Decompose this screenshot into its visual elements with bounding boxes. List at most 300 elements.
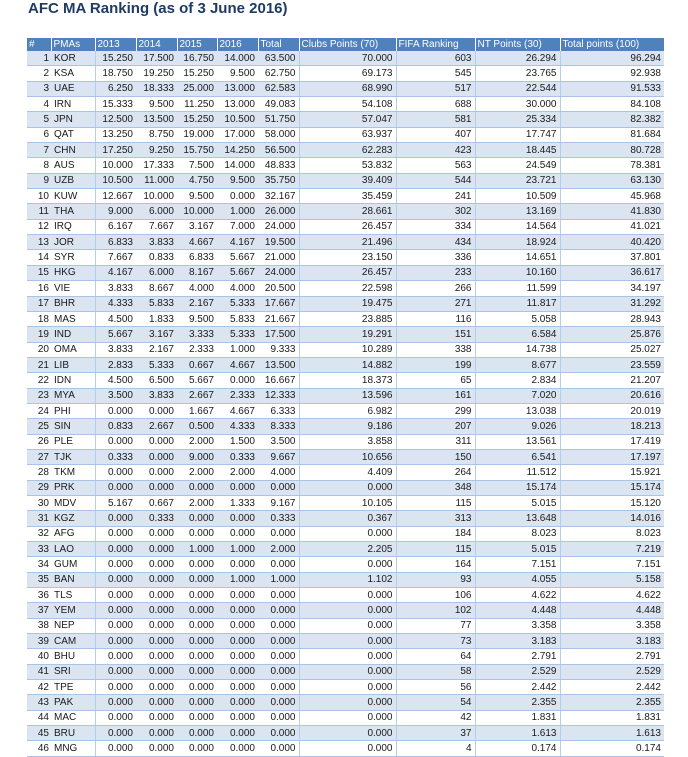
cell-2015: 4.750 [177,173,217,188]
cell-fifa-ranking: 116 [396,311,475,326]
cell-rank: 23 [27,388,51,403]
cell-2015: 0.000 [177,649,217,664]
cell-total-points: 25.876 [560,327,664,342]
cell-pma: UAE [51,81,95,96]
cell-fifa-ranking: 603 [396,51,475,66]
cell-total-points: 7.151 [560,557,664,572]
cell-2016: 0.000 [217,588,258,603]
cell-fifa-ranking: 563 [396,158,475,173]
cell-rank: 28 [27,465,51,480]
cell-nt-points: 5.015 [475,542,560,557]
cell-total: 20.500 [258,281,299,296]
cell-2015: 0.500 [177,419,217,434]
cell-2016: 1.500 [217,434,258,449]
cell-fifa-ranking: 102 [396,603,475,618]
cell-2013: 3.833 [95,281,136,296]
header-col-nt-points: NT Points (30) [475,38,560,51]
cell-rank: 24 [27,403,51,418]
cell-clubs-points: 0.367 [299,511,396,526]
cell-fifa-ranking: 233 [396,265,475,280]
table-row [27,710,664,725]
cell-2015: 7.500 [177,158,217,173]
cell-pma: TPE [51,680,95,695]
cell-total-points: 96.294 [560,51,664,66]
cell-clubs-points: 19.291 [299,327,396,342]
cell-rank: 13 [27,235,51,250]
cell-2013: 0.000 [95,465,136,480]
cell-pma: HKG [51,265,95,280]
cell-2016: 4.000 [217,281,258,296]
cell-nt-points: 4.055 [475,572,560,587]
cell-2015: 0.000 [177,741,217,756]
cell-2016: 1.000 [217,572,258,587]
cell-2016: 17.000 [217,127,258,142]
cell-total-points: 20.019 [560,403,664,418]
table-row [27,542,664,557]
cell-clubs-points: 28.661 [299,204,396,219]
cell-pma: BHR [51,296,95,311]
cell-2015: 1.667 [177,403,217,418]
cell-2015: 10.000 [177,204,217,219]
cell-total: 0.000 [258,741,299,756]
cell-clubs-points: 10.656 [299,449,396,464]
cell-clubs-points: 13.596 [299,388,396,403]
cell-fifa-ranking: 302 [396,204,475,219]
cell-clubs-points: 4.409 [299,465,396,480]
header-col-total-points: Total points (100) [560,38,664,51]
cell-clubs-points: 0.000 [299,649,396,664]
cell-clubs-points: 54.108 [299,97,396,112]
cell-nt-points: 0.174 [475,741,560,756]
cell-rank: 22 [27,373,51,388]
cell-2013: 6.167 [95,219,136,234]
cell-pma: PLE [51,434,95,449]
cell-total: 24.000 [258,265,299,280]
cell-nt-points: 4.622 [475,588,560,603]
cell-clubs-points: 0.000 [299,710,396,725]
cell-clubs-points: 10.289 [299,342,396,357]
cell-2013: 13.250 [95,127,136,142]
cell-clubs-points: 23.150 [299,250,396,265]
cell-2013: 0.000 [95,526,136,541]
cell-2015: 4.667 [177,235,217,250]
table-row [27,327,664,342]
cell-2015: 9.500 [177,311,217,326]
table-row [27,572,664,587]
cell-2016: 14.000 [217,158,258,173]
cell-fifa-ranking: 434 [396,235,475,250]
cell-clubs-points: 10.105 [299,495,396,510]
cell-nt-points: 2.834 [475,373,560,388]
cell-clubs-points: 26.457 [299,265,396,280]
cell-nt-points: 14.564 [475,219,560,234]
cell-nt-points: 1.613 [475,726,560,741]
cell-pma: NEP [51,618,95,633]
cell-2016: 7.000 [217,219,258,234]
cell-clubs-points: 0.000 [299,634,396,649]
cell-fifa-ranking: 348 [396,480,475,495]
cell-clubs-points: 21.496 [299,235,396,250]
cell-total: 16.667 [258,373,299,388]
cell-rank: 5 [27,112,51,127]
cell-fifa-ranking: 517 [396,81,475,96]
cell-2014: 2.667 [136,419,177,434]
cell-pma: MNG [51,741,95,756]
cell-total-points: 37.801 [560,250,664,265]
cell-2016: 0.000 [217,695,258,710]
cell-clubs-points: 2.205 [299,542,396,557]
cell-2013: 2.833 [95,357,136,372]
cell-2013: 15.250 [95,51,136,66]
header-col-fifa-ranking: FIFA Ranking [396,38,475,51]
cell-2013: 0.000 [95,649,136,664]
cell-nt-points: 2.355 [475,695,560,710]
cell-2013: 10.500 [95,173,136,188]
cell-2013: 0.000 [95,480,136,495]
cell-2015: 2.333 [177,342,217,357]
cell-2015: 0.000 [177,480,217,495]
cell-2015: 16.750 [177,51,217,66]
cell-total-points: 82.382 [560,112,664,127]
cell-2015: 0.667 [177,357,217,372]
cell-pma: CHN [51,143,95,158]
cell-nt-points: 5.058 [475,311,560,326]
cell-2015: 15.750 [177,143,217,158]
cell-nt-points: 13.648 [475,511,560,526]
cell-nt-points: 4.448 [475,603,560,618]
cell-2014: 0.000 [136,572,177,587]
ranking-table [27,38,665,757]
header-col-2016: 2016 [217,38,258,51]
cell-2013: 0.000 [95,741,136,756]
table-row [27,557,664,572]
cell-nt-points: 7.151 [475,557,560,572]
table-row [27,296,664,311]
cell-rank: 20 [27,342,51,357]
cell-2014: 5.333 [136,357,177,372]
cell-total-points: 7.219 [560,542,664,557]
cell-fifa-ranking: 688 [396,97,475,112]
table-header-row [27,38,664,51]
table-row [27,281,664,296]
table-row [27,250,664,265]
cell-2013: 0.833 [95,419,136,434]
cell-fifa-ranking: 313 [396,511,475,526]
cell-total-points: 20.616 [560,388,664,403]
cell-rank: 11 [27,204,51,219]
cell-clubs-points: 0.000 [299,680,396,695]
cell-2015: 19.000 [177,127,217,142]
cell-total: 9.167 [258,495,299,510]
cell-clubs-points: 0.000 [299,618,396,633]
cell-fifa-ranking: 93 [396,572,475,587]
table-row [27,357,664,372]
cell-total-points: 23.559 [560,357,664,372]
cell-rank: 32 [27,526,51,541]
cell-total: 35.750 [258,173,299,188]
cell-pma: SIN [51,419,95,434]
cell-2013: 3.500 [95,388,136,403]
cell-2016: 13.000 [217,97,258,112]
cell-2014: 0.000 [136,434,177,449]
cell-fifa-ranking: 338 [396,342,475,357]
cell-2014: 3.833 [136,235,177,250]
cell-2015: 3.333 [177,327,217,342]
cell-pma: SRI [51,664,95,679]
cell-rank: 19 [27,327,51,342]
cell-2016: 0.000 [217,557,258,572]
cell-clubs-points: 0.000 [299,741,396,756]
table-row [27,480,664,495]
cell-2013: 0.000 [95,710,136,725]
cell-total-points: 3.183 [560,634,664,649]
cell-2014: 0.000 [136,465,177,480]
cell-2013: 12.667 [95,189,136,204]
cell-2014: 0.000 [136,526,177,541]
cell-total: 0.000 [258,664,299,679]
cell-clubs-points: 0.000 [299,557,396,572]
cell-fifa-ranking: 56 [396,680,475,695]
cell-nt-points: 1.831 [475,710,560,725]
cell-pma: IRN [51,97,95,112]
cell-nt-points: 26.294 [475,51,560,66]
cell-pma: IND [51,327,95,342]
cell-total: 48.833 [258,158,299,173]
cell-pma: MAS [51,311,95,326]
cell-2015: 6.833 [177,250,217,265]
cell-fifa-ranking: 77 [396,618,475,633]
cell-rank: 6 [27,127,51,142]
cell-2013: 0.000 [95,588,136,603]
cell-2016: 9.500 [217,173,258,188]
cell-2013: 12.500 [95,112,136,127]
table-row [27,664,664,679]
cell-total: 62.750 [258,66,299,81]
cell-pma: BHU [51,649,95,664]
cell-2015: 2.000 [177,495,217,510]
cell-nt-points: 14.651 [475,250,560,265]
cell-total-points: 2.529 [560,664,664,679]
cell-total: 4.000 [258,465,299,480]
cell-fifa-ranking: 73 [396,634,475,649]
cell-2016: 0.000 [217,741,258,756]
cell-rank: 33 [27,542,51,557]
cell-clubs-points: 69.173 [299,66,396,81]
cell-2015: 0.000 [177,726,217,741]
cell-fifa-ranking: 54 [396,695,475,710]
cell-2015: 0.000 [177,588,217,603]
cell-2016: 0.000 [217,373,258,388]
cell-pma: OMA [51,342,95,357]
cell-rank: 40 [27,649,51,664]
cell-2016: 4.667 [217,357,258,372]
cell-total: 0.000 [258,649,299,664]
cell-2016: 5.667 [217,265,258,280]
table-row [27,434,664,449]
cell-rank: 21 [27,357,51,372]
cell-2014: 13.500 [136,112,177,127]
cell-pma: YEM [51,603,95,618]
page-title: AFC MA Ranking (as of 3 June 2016) [28,0,288,17]
cell-pma: MAC [51,710,95,725]
cell-fifa-ranking: 336 [396,250,475,265]
cell-2013: 0.333 [95,449,136,464]
cell-2014: 0.000 [136,557,177,572]
cell-2016: 2.333 [217,388,258,403]
cell-total-points: 1.613 [560,726,664,741]
cell-2015: 2.667 [177,388,217,403]
cell-2016: 0.000 [217,618,258,633]
cell-pma: KSA [51,66,95,81]
table-row [27,51,664,66]
cell-nt-points: 2.529 [475,664,560,679]
cell-2013: 10.000 [95,158,136,173]
table-row [27,618,664,633]
cell-2013: 0.000 [95,618,136,633]
cell-2016: 13.000 [217,81,258,96]
table-row [27,741,664,756]
cell-total: 0.000 [258,603,299,618]
cell-total-points: 81.684 [560,127,664,142]
table-row [27,649,664,664]
cell-total: 63.500 [258,51,299,66]
cell-fifa-ranking: 199 [396,357,475,372]
cell-clubs-points: 35.459 [299,189,396,204]
cell-2016: 0.000 [217,649,258,664]
cell-total: 2.000 [258,542,299,557]
cell-2016: 4.167 [217,235,258,250]
cell-2016: 5.667 [217,250,258,265]
cell-total-points: 34.197 [560,281,664,296]
cell-total-points: 25.027 [560,342,664,357]
cell-total: 26.000 [258,204,299,219]
cell-2015: 0.000 [177,511,217,526]
cell-rank: 41 [27,664,51,679]
cell-nt-points: 2.791 [475,649,560,664]
cell-nt-points: 23.765 [475,66,560,81]
cell-total: 0.000 [258,726,299,741]
cell-rank: 27 [27,449,51,464]
cell-nt-points: 2.442 [475,680,560,695]
cell-2016: 9.500 [217,66,258,81]
cell-total: 24.000 [258,219,299,234]
cell-total-points: 41.021 [560,219,664,234]
cell-total-points: 4.622 [560,588,664,603]
cell-total: 0.000 [258,680,299,695]
cell-2016: 0.333 [217,449,258,464]
cell-2013: 15.333 [95,97,136,112]
cell-fifa-ranking: 184 [396,526,475,541]
cell-fifa-ranking: 115 [396,495,475,510]
cell-nt-points: 24.549 [475,158,560,173]
cell-total-points: 4.448 [560,603,664,618]
cell-total: 0.000 [258,634,299,649]
table-row [27,680,664,695]
cell-rank: 2 [27,66,51,81]
cell-fifa-ranking: 164 [396,557,475,572]
cell-2016: 4.667 [217,403,258,418]
cell-clubs-points: 68.990 [299,81,396,96]
cell-pma: QAT [51,127,95,142]
cell-2014: 3.833 [136,388,177,403]
cell-fifa-ranking: 65 [396,373,475,388]
cell-clubs-points: 22.598 [299,281,396,296]
cell-clubs-points: 1.102 [299,572,396,587]
cell-pma: KGZ [51,511,95,526]
cell-pma: JPN [51,112,95,127]
cell-fifa-ranking: 423 [396,143,475,158]
cell-total: 17.667 [258,296,299,311]
cell-rank: 46 [27,741,51,756]
cell-fifa-ranking: 150 [396,449,475,464]
table-body [27,51,664,756]
cell-fifa-ranking: 266 [396,281,475,296]
cell-pma: LAO [51,542,95,557]
cell-2016: 0.000 [217,511,258,526]
cell-2014: 9.500 [136,97,177,112]
cell-pma: UZB [51,173,95,188]
cell-rank: 3 [27,81,51,96]
cell-2015: 25.000 [177,81,217,96]
cell-2014: 0.000 [136,695,177,710]
cell-nt-points: 18.445 [475,143,560,158]
cell-nt-points: 14.738 [475,342,560,357]
table-row [27,342,664,357]
cell-pma: JOR [51,235,95,250]
cell-rank: 36 [27,588,51,603]
cell-2013: 18.750 [95,66,136,81]
table-row [27,373,664,388]
cell-pma: CAM [51,634,95,649]
cell-total: 0.000 [258,588,299,603]
cell-2014: 0.000 [136,542,177,557]
cell-pma: PRK [51,480,95,495]
cell-total-points: 18.213 [560,419,664,434]
cell-clubs-points: 18.373 [299,373,396,388]
cell-total: 0.000 [258,710,299,725]
cell-2016: 5.333 [217,327,258,342]
cell-2013: 0.000 [95,572,136,587]
cell-nt-points: 9.026 [475,419,560,434]
cell-total-points: 15.174 [560,480,664,495]
cell-2013: 0.000 [95,664,136,679]
cell-rank: 8 [27,158,51,173]
cell-nt-points: 3.358 [475,618,560,633]
cell-2014: 1.833 [136,311,177,326]
cell-fifa-ranking: 151 [396,327,475,342]
cell-2013: 0.000 [95,680,136,695]
cell-fifa-ranking: 161 [396,388,475,403]
cell-2013: 4.500 [95,311,136,326]
cell-rank: 29 [27,480,51,495]
cell-total: 6.333 [258,403,299,418]
table-row [27,66,664,81]
cell-2016: 5.333 [217,296,258,311]
cell-total: 21.000 [258,250,299,265]
cell-2014: 0.000 [136,618,177,633]
cell-2014: 0.667 [136,495,177,510]
cell-2014: 0.000 [136,480,177,495]
table-row [27,158,664,173]
cell-2016: 0.000 [217,189,258,204]
cell-2015: 15.250 [177,66,217,81]
cell-total-points: 63.130 [560,173,664,188]
cell-total-points: 17.197 [560,449,664,464]
table-row [27,112,664,127]
cell-2016: 14.250 [217,143,258,158]
cell-nt-points: 13.038 [475,403,560,418]
cell-total-points: 80.728 [560,143,664,158]
